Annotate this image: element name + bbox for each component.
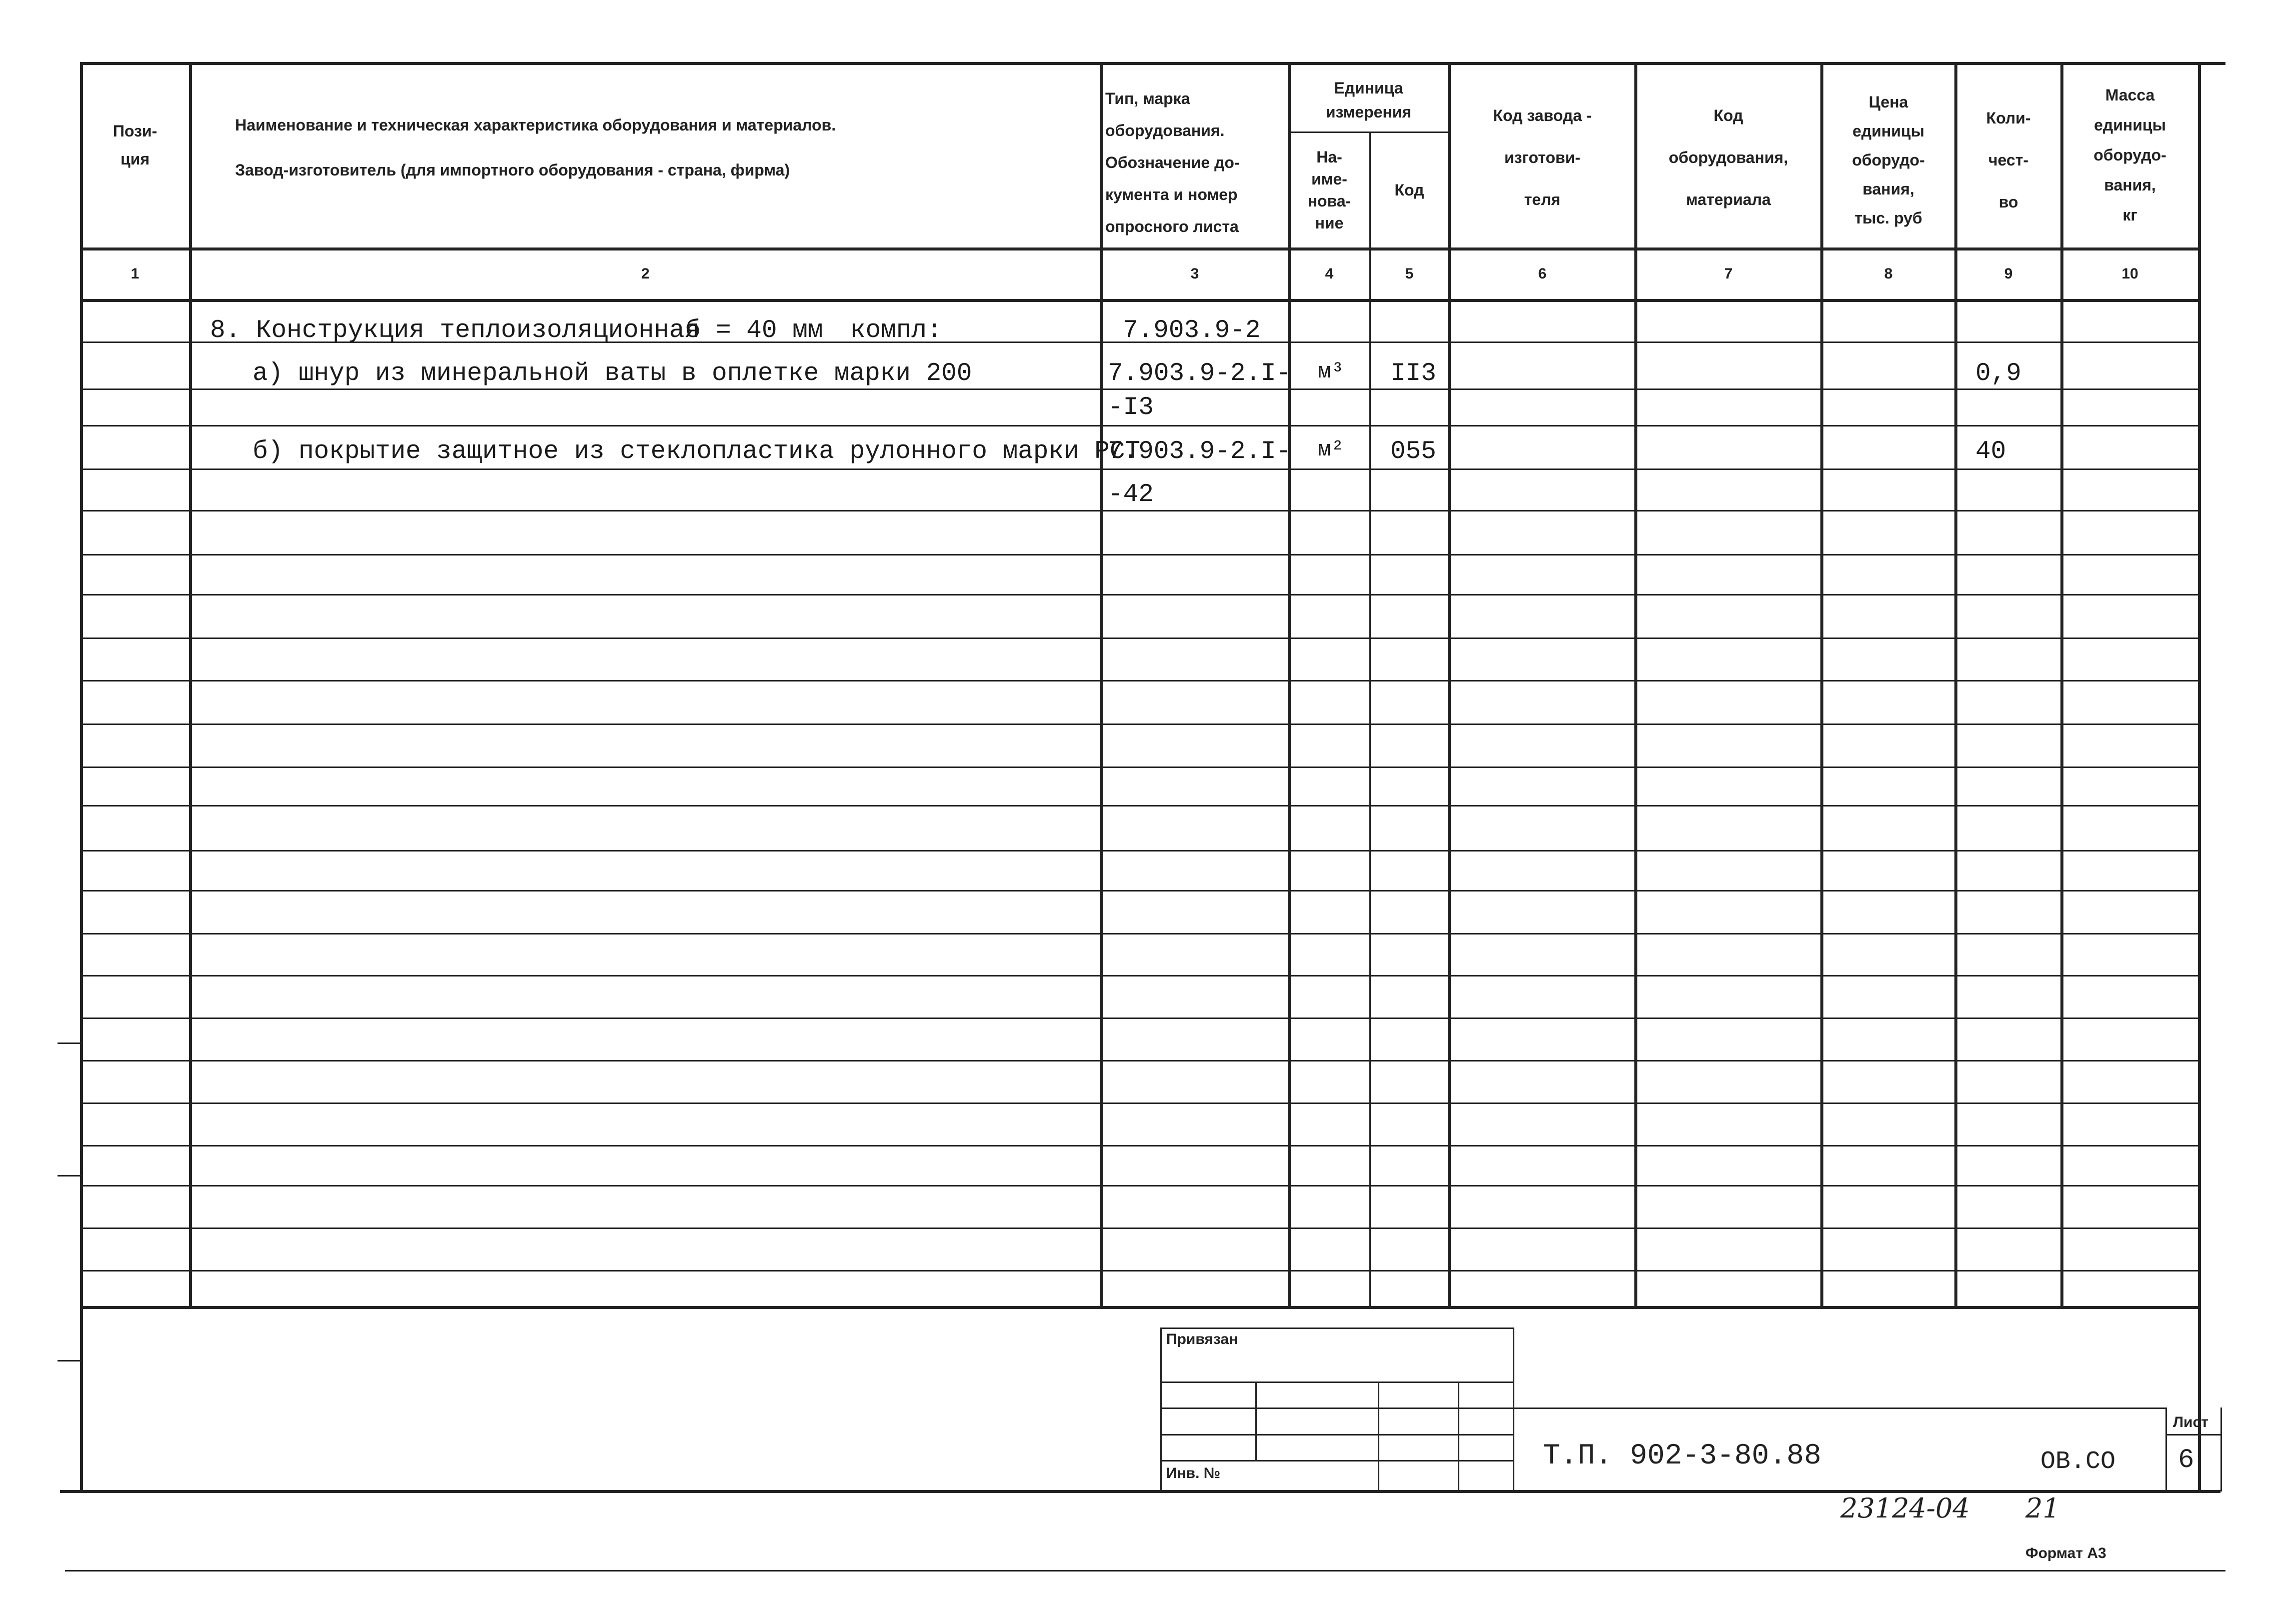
- table-row-line: [80, 510, 2199, 512]
- col-line-6: [1634, 62, 1637, 1307]
- stamp-line: [1160, 1408, 1513, 1409]
- header-unit-code: Код: [1394, 181, 1424, 199]
- row-b-name: б) покрытие защитное из стеклопластика рулонного марки РСТ: [253, 438, 1141, 466]
- sheet-box-mid: [2165, 1434, 2220, 1436]
- table-row-line: [80, 933, 2199, 934]
- stamp-line: [1160, 1382, 1513, 1383]
- row-a-unit: м³: [1318, 360, 1344, 384]
- col-line-8: [1954, 62, 1957, 1307]
- row-a-unit-code: II3: [1390, 360, 1436, 388]
- table-row-line: [80, 805, 2199, 806]
- row-a-type-line2: -I3: [1108, 394, 1154, 422]
- header-unit-group: Единица измерения: [1325, 79, 1412, 121]
- sheet-label: Лист: [2173, 1414, 2208, 1430]
- edge-tick: [58, 1175, 83, 1176]
- col-line-3: [1288, 62, 1291, 1307]
- table-row-line: [80, 388, 2199, 390]
- column-number: 3: [1190, 266, 1199, 282]
- stamp-left-line: [1160, 1328, 1162, 1492]
- row8-set: компл:: [850, 316, 942, 345]
- archive-number: 23124-04: [1840, 1492, 1970, 1524]
- row-b-type-line2: -42: [1108, 480, 1154, 509]
- table-row-line: [80, 850, 2199, 852]
- sheet-code: ОВ.СО: [2040, 1448, 2116, 1476]
- column-number: 10: [2121, 266, 2138, 282]
- row-b-type-line1: 7.903.9-2.I-: [1108, 438, 1292, 466]
- sheet-box-right: [2220, 1408, 2222, 1492]
- col-line-7: [1820, 62, 1823, 1307]
- stamp-col-line: [1458, 1382, 1459, 1492]
- column-number: 4: [1325, 266, 1334, 282]
- column-number: 5: [1405, 266, 1414, 282]
- header-name-line2: Завод-изготовитель (для импортного оборудования - страна, фирма): [235, 161, 790, 179]
- stamp-attached-label: Привязан: [1166, 1331, 1238, 1348]
- row-a-name: а) шнур из минеральной ваты в оплетке марки 200: [253, 360, 972, 388]
- document-code: Т.П. 902-3-80.88: [1543, 1440, 1821, 1472]
- column-number: 6: [1538, 266, 1547, 282]
- header-quantity: Коли- чест- во: [1986, 109, 2031, 211]
- header-type: Тип, марка оборудования. Обозначение до- кумента и номер опросного листа: [1105, 90, 1240, 236]
- sheet-number: 6: [2178, 1445, 2194, 1476]
- format-label: Формат А3: [2025, 1545, 2106, 1562]
- table-row-line: [80, 468, 2199, 470]
- row8-type: 7.903.9-2: [1123, 316, 1261, 345]
- column-number: 2: [641, 266, 650, 282]
- table-row-line: [80, 554, 2199, 556]
- numbers-bottom-line: [80, 299, 2199, 302]
- table-row-line: [80, 724, 2199, 725]
- table-row-line: [80, 1102, 2199, 1104]
- table-row-line: [80, 1185, 2199, 1186]
- edge-tick: [58, 1360, 83, 1362]
- table-row-line: [80, 975, 2199, 976]
- table-row-line: [80, 638, 2199, 639]
- table-row-line: [80, 890, 2199, 892]
- header-factory-code: Код завода - изготови- теля: [1493, 106, 1592, 208]
- column-number: 9: [2004, 266, 2013, 282]
- table-row-line: [80, 594, 2199, 596]
- row-a-type-line1: 7.903.9-2.I-: [1108, 360, 1292, 388]
- row-b-unit-code: 055: [1390, 438, 1436, 466]
- stamp-col-line: [1378, 1382, 1379, 1492]
- table-row-line: [80, 1018, 2199, 1019]
- table-body-bottom-line: [80, 1306, 2199, 1309]
- column-number: 1: [131, 266, 140, 282]
- row8-name: 8. Конструкция теплоизоляционная: [210, 316, 700, 345]
- row-a-quantity: 0,9: [1975, 360, 2021, 388]
- col-line-5: [1448, 62, 1451, 1307]
- table-row-line: [80, 1060, 2199, 1062]
- format-line: [65, 1570, 2225, 1572]
- sheet-box-left: [2165, 1408, 2167, 1492]
- table-row-line: [80, 425, 2199, 426]
- header-equipment-code: Код оборудования, материала: [1668, 106, 1788, 208]
- edge-tick: [58, 1042, 83, 1044]
- title-block-line: [1513, 1408, 2165, 1409]
- stamp-col-line: [1255, 1382, 1257, 1460]
- stamp-line: [1160, 1434, 1513, 1436]
- stamp-line: [1160, 1460, 1513, 1462]
- row-b-unit: м²: [1318, 438, 1344, 462]
- archive-suffix: 21: [2025, 1492, 2060, 1524]
- header-unit-name: На- име- нова- ние: [1307, 148, 1351, 232]
- col-line-1: [189, 62, 192, 1307]
- table-row-line: [80, 1270, 2199, 1272]
- stamp-top-line: [1160, 1328, 1513, 1329]
- col-line-2: [1100, 62, 1103, 1307]
- table-row-line: [80, 1145, 2199, 1146]
- stamp-right-line: [1513, 1328, 1514, 1492]
- header-mass: Масса единицы оборудо- вания, кг: [2093, 86, 2166, 224]
- table-row-line: [80, 766, 2199, 768]
- unit-group-line: [1288, 132, 1448, 133]
- column-number: 7: [1724, 266, 1733, 282]
- column-number: 8: [1884, 266, 1893, 282]
- col-line-9: [2060, 62, 2063, 1307]
- frame-top-line: [80, 62, 2225, 65]
- col-line-4: [1369, 132, 1371, 1307]
- row-b-quantity: 40: [1975, 438, 2006, 466]
- header-position: Пози- ция: [113, 122, 158, 168]
- row8-thickness: б = 40 мм: [685, 316, 823, 345]
- header-price: Цена единицы оборудо- вания, тыс. руб: [1852, 93, 1925, 227]
- table-row-line: [80, 680, 2199, 682]
- header-name-line1: Наименование и техническая характеристика оборудования и материалов.: [235, 116, 836, 134]
- frame-right-line: [2198, 62, 2201, 1492]
- table-row-line: [80, 1228, 2199, 1229]
- stamp-inv-label: Инв. №: [1166, 1465, 1221, 1482]
